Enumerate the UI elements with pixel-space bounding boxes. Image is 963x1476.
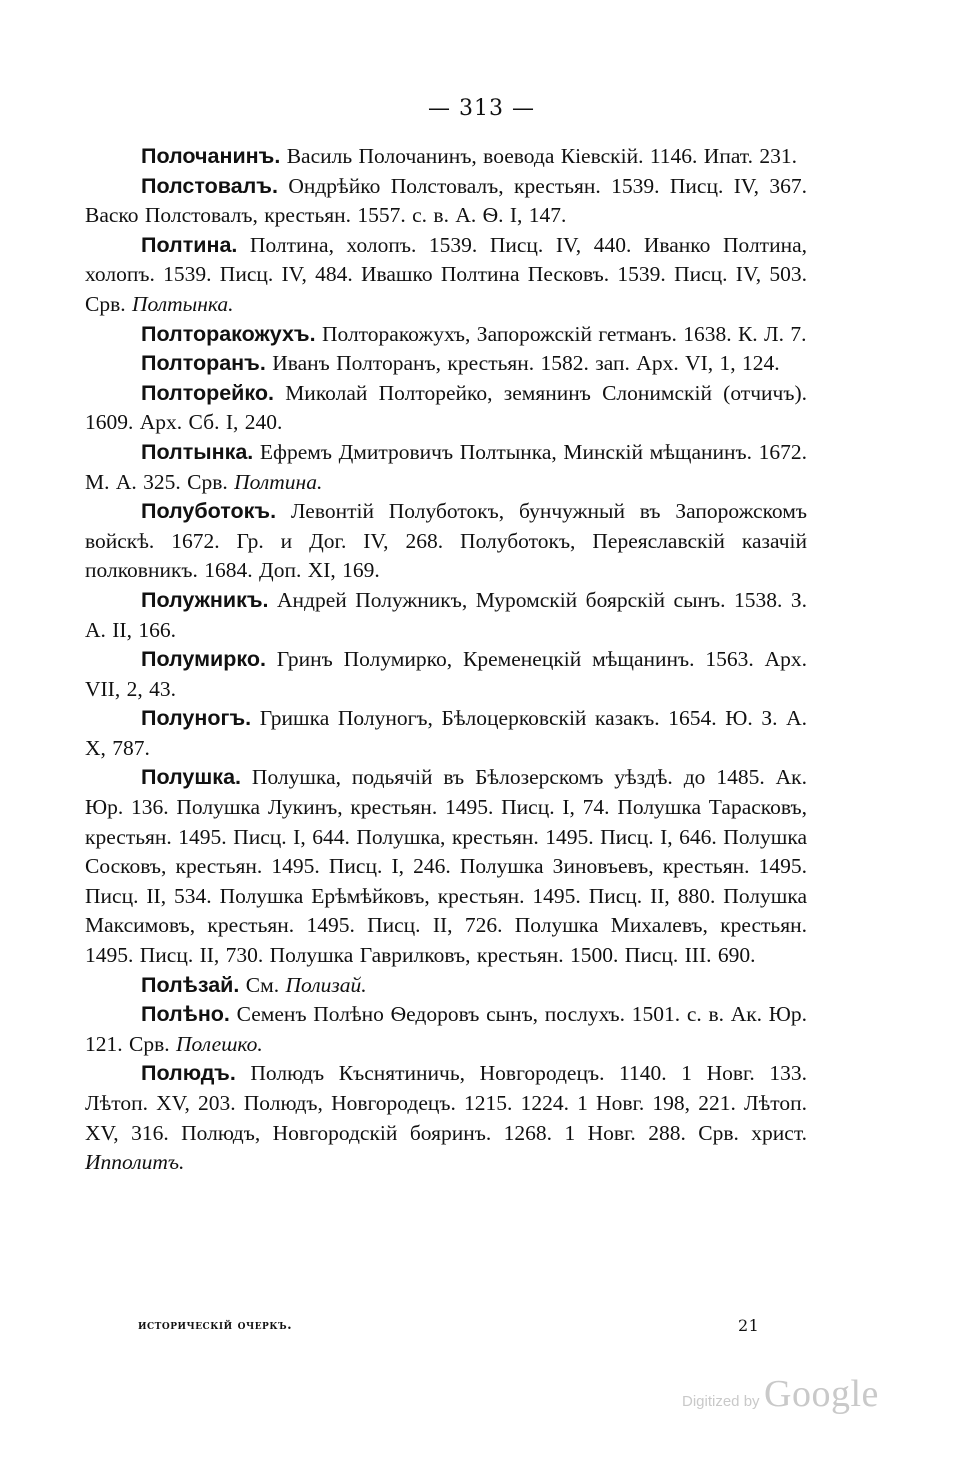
google-logo: Google — [764, 1373, 879, 1415]
entry-poltina — [85, 231, 807, 320]
signature-mark: историческій очеркъ. — [138, 1318, 293, 1333]
entry-text: Василь Полочанинъ, воевода Кіевскій. 1146. Ипат. 231. — [280, 144, 797, 168]
entry-polstoval — [85, 172, 807, 231]
watermark-prefix: Digitized by — [682, 1393, 760, 1410]
headword: Полторейко. — [141, 380, 274, 405]
sheet-number: 21 — [738, 1316, 760, 1335]
cross-reference: Полтина. — [234, 469, 323, 494]
entry-poltoreyko — [85, 379, 807, 438]
headword: Полѣзай. — [141, 972, 240, 997]
headword: Полтынка. — [141, 439, 254, 464]
headword: Полѣно. — [141, 1002, 230, 1027]
entry-polunog — [85, 704, 807, 763]
entry-poleno — [85, 1000, 807, 1059]
digitized-watermark — [682, 1372, 879, 1416]
headword: Полуботокъ. — [141, 499, 277, 524]
entry-polyud — [85, 1059, 807, 1177]
headword: Полумирко. — [141, 647, 266, 672]
entry-text: Андрей Полужникъ, Муромскій боярскій сынъ. 1538. З. А. II, 166. — [85, 587, 807, 642]
headword: Полтина. — [141, 232, 238, 257]
headword: Полстовалъ. — [141, 173, 278, 198]
entry-text: Семенъ Полѣно Ѳедоровъ сынъ, послухъ. 1501. с. в. Ак. Юр. 121. Срв. — [85, 1002, 807, 1056]
cross-reference: Полтынка. — [132, 291, 234, 316]
entry-polezay — [85, 971, 807, 1001]
entry-text: Миколай Полторейко, земянинъ Слонимскій (отчичъ). 1609. Арх. Сб. I, 240. — [85, 380, 807, 435]
entry-text: Гринъ Полумирко, Кременецкій мѣщанинъ. 1563. Арх. VII, 2, 43. — [85, 647, 807, 701]
entry-polumirko — [85, 645, 807, 704]
entry-poltoran — [85, 349, 807, 379]
entry-poltorakozhukh — [85, 320, 807, 350]
entry-text: Левонтій Полуботокъ, бунчужный въ Запорожскомъ войскѣ. 1672. Гр. и Дог. IV, 268. Полуботокъ, Переяславскій казачій полковникъ. 1684. Доп. XI, 169. — [85, 499, 807, 583]
headword: Полочанинъ. — [141, 144, 281, 168]
entry-polochanin — [85, 142, 807, 172]
headword: Полторакожухъ. — [141, 321, 316, 346]
entry-text: Ефремъ Дмитровичъ Полтынка, Минскій мѣщанинъ. 1672. М. А. 325. Срв. — [85, 439, 807, 494]
entry-text: См. — [239, 972, 286, 997]
page-number: — 313 — — [428, 96, 535, 121]
dictionary-text — [85, 142, 807, 1178]
entry-text: Гришка Полуногъ, Бѣлоцерковскій казакъ. 1654. Ю. З. А. X, 787. — [85, 706, 807, 760]
cross-reference: Полешко. — [176, 1031, 263, 1056]
cross-reference: Полизай. — [285, 972, 367, 997]
entry-text: Полюдъ Къснятиничь, Новгородецъ. 1140. 1 Новг. 133. Лѣтоп. XV, 203. Полюдъ, Новгородецъ. 1215. 1224. 1 Новг. 198, 221. Лѣтоп. XV, 316. Полюдъ, Новгородскій бояринъ. 1268. 1 Новг. 288. Срв. христ. — [85, 1061, 807, 1145]
entry-text: Полтина, холопъ. 1539. Писц. IV, 440. Иванко Полтина, холопъ. 1539. Писц. IV, 484. Ивашко Полтина Песковъ. 1539. Писц. IV, 503. Срв. — [85, 232, 807, 316]
headword: Полушка. — [141, 765, 241, 790]
headword: Полюдъ. — [141, 1061, 236, 1086]
headword: Полторанъ. — [141, 351, 266, 376]
entry-poltynka — [85, 438, 807, 497]
entry-poluzhnik — [85, 586, 807, 645]
headword: Полужникъ. — [141, 587, 269, 612]
entry-text: Полторакожухъ, Запорожскій гетманъ. 1638. К. Л. 7. — [315, 321, 807, 346]
cross-reference: Ипполитъ. — [85, 1150, 185, 1175]
headword: Полуногъ. — [141, 706, 252, 731]
entry-text: Иванъ Полторанъ, крестьян. 1582. зап. Арх. VI, 1, 124. — [265, 351, 780, 376]
entry-text: Полушка, подьячій въ Бѣлозерскомъ уѣздѣ. до 1485. Ак. Юр. 136. Полушка Лукинъ, крестьян. 1495. Писц. I, 74. Полушка Тарасковъ, крестьян. 1495. Писц. I, 644. Полушка, крестьян. 1495. Писц. I, 646. Полушка Сосковъ, крестьян. 1495. Писц. I, 246. Полушка Зиновъевъ, крестьян. 1495. Писц. II, 534. Полушка Ерѣмѣйковъ, крестьян. 1495. Писц. II, 880. Полушка Максимовъ, крестьян. 1495. Писц. II, 726. Полушка Михалевъ, крестьян. 1495. Писц. II, 730. Полушка Гаврилковъ, крестьян. 1500. Писц. III. 690. — [85, 765, 807, 968]
entry-polushka — [85, 763, 807, 970]
entry-polubotok — [85, 497, 807, 586]
entry-text: Ондрѣйко Полстовалъ, крестьян. 1539. Писц. IV, 367. Васко Полстовалъ, крестьян. 1557. с. в. А. Ѳ. I, 147. — [85, 173, 807, 228]
